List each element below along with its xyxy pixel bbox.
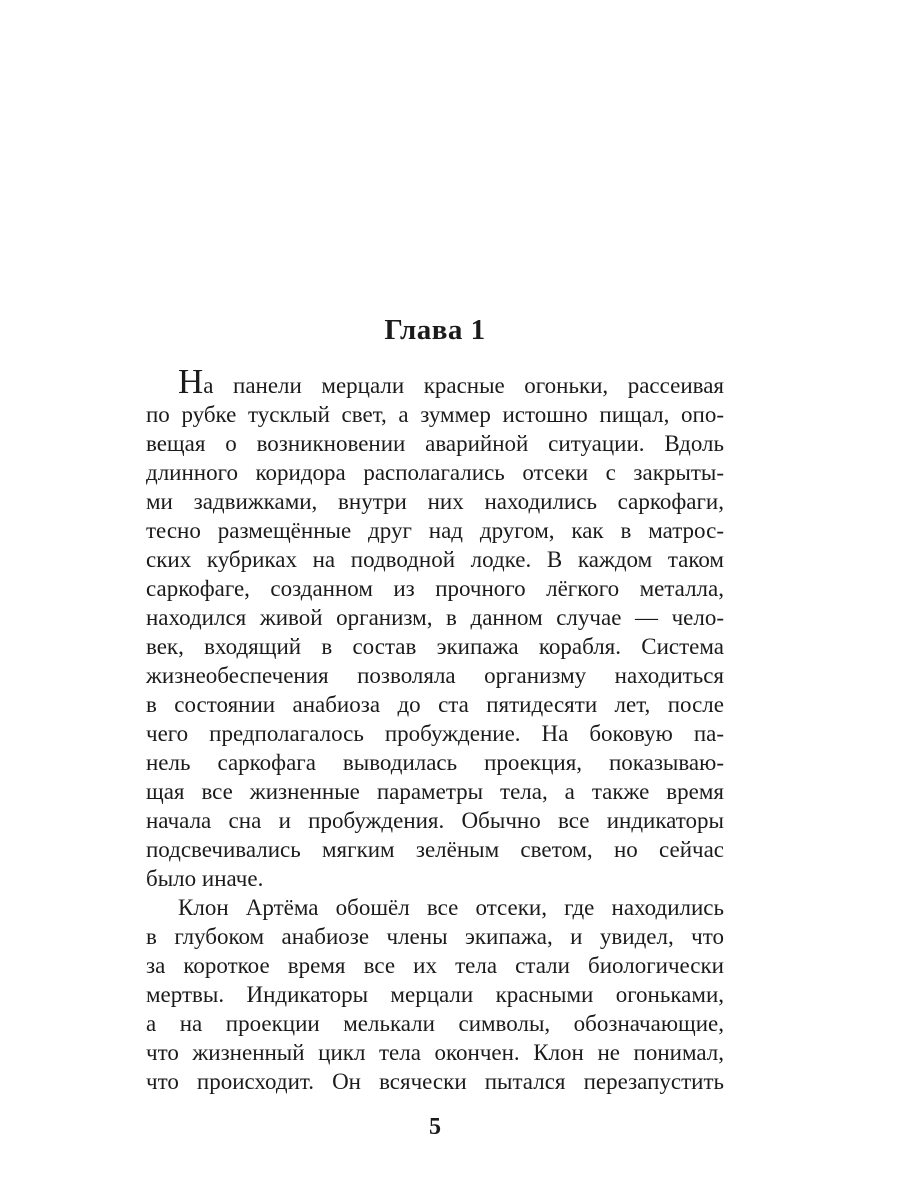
paragraph-line: век, входящий в состав экипажа корабля. Система — [146, 634, 724, 659]
paragraph-line: подсвечивались мягким зелёным светом, но сейчас — [146, 837, 724, 862]
paragraph-line: нель саркофага выводилась проекция, показываю- — [146, 750, 724, 775]
paragraph-line: Клон Артёма обошёл все отсеки, где находились — [178, 895, 724, 920]
paragraph-line — [146, 362, 724, 401]
chapter-heading: Глава 1 — [384, 314, 486, 346]
paragraph-line: саркофаге, созданном из прочного лёгкого металла, — [146, 576, 724, 601]
paragraph-line: чего предполагалось пробуждение. На боковую па- — [146, 721, 724, 746]
paragraph-line: мертвы. Индикаторы мерцали красными огоньками, — [146, 982, 724, 1007]
paragraph-line: тесно размещённые друг над другом, как в матрос- — [146, 518, 724, 543]
paragraph-line: в глубоком анабиозе члены экипажа, и увидел, что — [146, 924, 724, 949]
paragraph-line: а на проекции мелькали символы, обозначающие, — [146, 1011, 724, 1036]
paragraph-line-text: а панели мерцали красные огоньки, рассеивая — [203, 373, 724, 398]
paragraph-line: за короткое время все их тела стали биологически — [146, 953, 724, 978]
paragraph-line: жизнеобеспечения позволяла организму находиться — [146, 663, 724, 688]
page-number: 5 — [429, 1114, 441, 1140]
paragraph-line: было иначе. — [146, 866, 264, 891]
paragraph-line: ских кубриках на подводной лодке. В каждом таком — [146, 547, 724, 572]
paragraph-line: начала сна и пробуждения. Обычно все индикаторы — [146, 808, 724, 833]
paragraph-line: по рубке тусклый свет, а зуммер истошно пищал, опо- — [146, 402, 724, 427]
paragraph-line: щая все жизненные параметры тела, а также время — [146, 779, 724, 804]
paragraph-line: что жизненный цикл тела окончен. Клон не понимал, — [146, 1040, 724, 1065]
paragraph-line: вещая о возникновении аварийной ситуации. Вдоль — [146, 431, 724, 456]
paragraph-line: ми задвижками, внутри них находились саркофаги, — [146, 489, 724, 514]
paragraph-line: находился живой организм, в данном случае — чело- — [146, 605, 724, 630]
text-block — [146, 362, 724, 1096]
paragraph-line: длинного коридора располагались отсеки с закрыты- — [146, 460, 724, 485]
drop-cap-initial: Н — [178, 362, 204, 401]
paragraph-line: в состоянии анабиоза до ста пятидесяти лет, после — [146, 692, 724, 717]
paragraph-line: что происходит. Он всячески пытался перезапустить — [146, 1069, 724, 1094]
